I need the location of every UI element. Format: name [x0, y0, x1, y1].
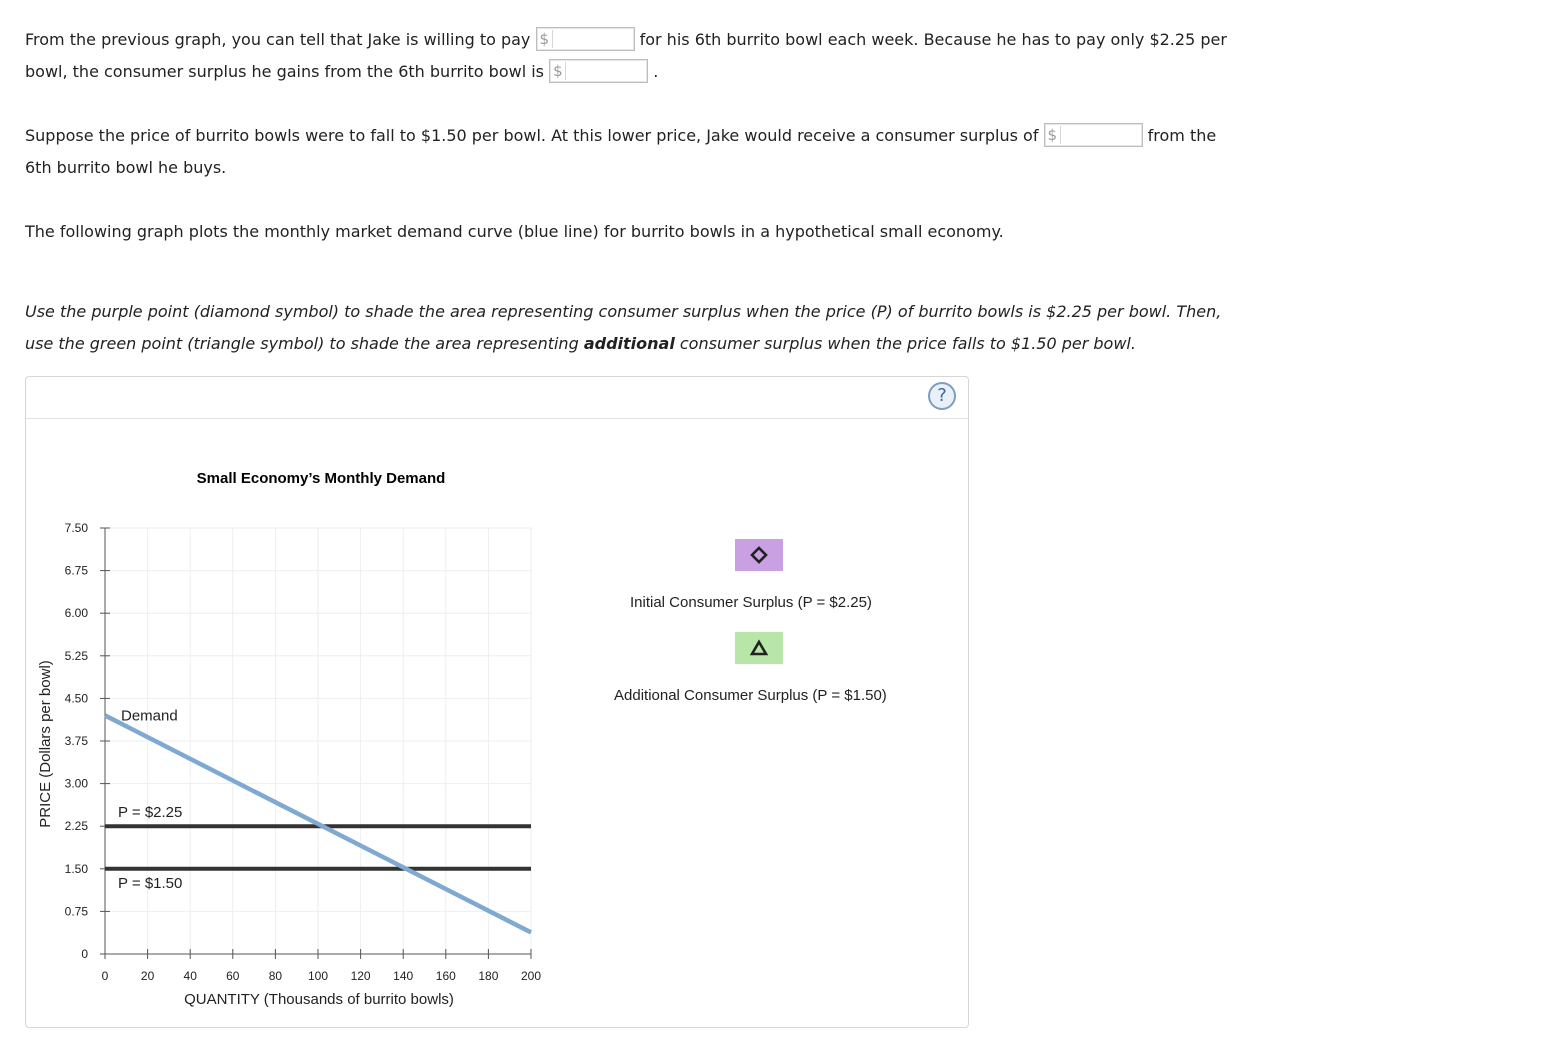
question-paragraph-2-line-2	[25, 152, 226, 184]
y-tick-label: 1.50	[64, 861, 88, 876]
x-tick-label: 80	[268, 969, 283, 983]
y-tick-label: 5.25	[64, 648, 88, 663]
initial-surplus-tool[interactable]	[735, 539, 783, 571]
paragraph-1-text-c: bowl, the consumer surplus he gains from the 6th burrito bowl is	[25, 62, 544, 81]
dollar-sign: $	[553, 61, 563, 80]
x-tick-label: 0	[101, 969, 109, 983]
question-paragraph-2	[25, 120, 1216, 152]
graph-panel	[25, 376, 969, 1028]
paragraph-2-text-b: from the	[1147, 126, 1217, 145]
diamond-icon	[735, 539, 783, 571]
question-paragraph-1	[25, 24, 1227, 56]
initial-surplus-label: Initial Consumer Surplus (P = $2.25)	[630, 594, 872, 611]
dollar-sign: $	[1047, 125, 1058, 144]
price-line-label: P = $2.25	[118, 804, 183, 822]
y-tick-label: 7.50	[64, 521, 88, 535]
y-tick-label: 4.50	[64, 691, 88, 706]
y-tick-label: 2.25	[64, 819, 88, 834]
additional-surplus-tool[interactable]	[735, 632, 783, 664]
instructions-line-1: Use the purple point (diamond symbol) to shade the area representing consumer surplus when the price (P) of burrito bowls is $2.25 per bowl. Then,	[25, 302, 1222, 321]
x-tick-label: 200	[520, 969, 542, 983]
y-tick-label: 0	[81, 947, 88, 961]
y-axis-label: PRICE (Dollars per bowl)	[37, 660, 54, 828]
x-tick-label: 40	[183, 969, 197, 983]
consumer-surplus-150-input[interactable]	[1044, 123, 1143, 147]
x-tick-label: 100	[307, 969, 329, 983]
paragraph-1-text-d: .	[653, 62, 659, 81]
instructions-paragraph	[25, 296, 1221, 328]
paragraph-3-text: The following graph plots the monthly market demand curve (blue line) for burrito bowls in a hypothetical small economy.	[25, 222, 1004, 241]
y-tick-label: 6.75	[64, 563, 88, 578]
y-tick-label: 3.00	[64, 776, 88, 791]
x-tick-label: 60	[226, 969, 240, 983]
additional-surplus-label: Additional Consumer Surplus (P = $1.50)	[614, 687, 887, 704]
x-tick-label: 160	[435, 969, 456, 983]
axes	[65, 521, 542, 983]
question-icon[interactable]: ?	[928, 382, 956, 410]
demand-label: Demand	[121, 707, 178, 725]
instructions-paragraph-line-2	[25, 328, 1136, 360]
paragraph-1-text-a: From the previous graph, you can tell that Jake is willing to pay	[25, 30, 531, 49]
willing-to-pay-input[interactable]	[536, 27, 635, 51]
x-tick-label: 180	[478, 969, 499, 983]
instructions-line-2a: use the green point (triangle symbol) to shade the area representing	[25, 334, 584, 353]
instructions-line-2b: consumer surplus when the price falls to $1.50 per bowl.	[674, 334, 1136, 353]
y-tick-label: 3.75	[64, 734, 88, 748]
y-tick-label: 0.75	[64, 904, 88, 919]
chart-title: Small Economy’s Monthly Demand	[196, 470, 446, 487]
x-tick-label: 140	[393, 969, 414, 983]
y-tick-label: 6.00	[64, 606, 88, 621]
consumer-surplus-225-input[interactable]	[549, 59, 648, 83]
dollar-sign: $	[539, 29, 550, 48]
price-line-label: P = $1.50	[118, 874, 183, 892]
x-tick-label: 20	[140, 969, 155, 983]
x-tick-label: 120	[350, 969, 371, 983]
paragraph-2-text-a: Suppose the price of burrito bowls were to fall to $1.50 per bowl. At this lower price, Jake would receive a consumer surplus of	[25, 126, 1039, 145]
triangle-icon	[735, 632, 783, 664]
question-paragraph-3	[25, 216, 1004, 248]
paragraph-2-text-c: 6th burrito bowl he buys.	[25, 158, 227, 177]
question-paragraph-1-line-2	[25, 56, 658, 88]
x-axis-label: QUANTITY (Thousands of burrito bowls)	[184, 991, 454, 1008]
paragraph-1-text-b: for his 6th burrito bowl each week. Because he has to pay only $2.25 per	[639, 30, 1227, 49]
instructions-additional: additional	[583, 334, 675, 353]
